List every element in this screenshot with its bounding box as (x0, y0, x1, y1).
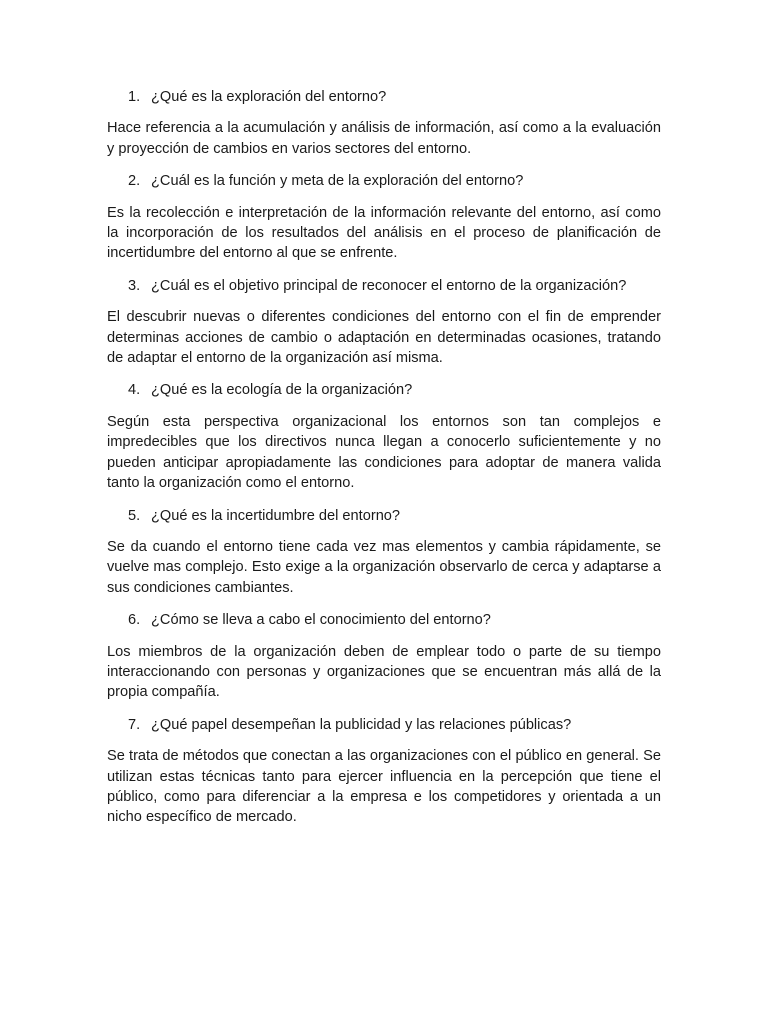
answer-3: El descubrir nuevas o diferentes condiciones del entorno con el fin de emprender determinas acciones de cambio o adaptación en determinadas ocasiones, tratando de adaptar el entorno de la organización así misma. (107, 309, 661, 367)
question-5 (107, 506, 661, 526)
question-4 (107, 380, 661, 400)
answer-2: Es la recolección e interpretación de la información relevante del entorno, así como la incorporación de los resultados del análisis en el proceso de planificación de incertidumbre del entorno al que se enfrente. (107, 204, 661, 262)
question-3 (107, 276, 661, 296)
answer-1: Hace referencia a la acumulación y análisis de información, así como a la evaluación y proyección de cambios en varios sectores del entorno. (107, 120, 661, 157)
question-text: ¿Qué es la incertidumbre del entorno? (151, 507, 401, 524)
question-text: ¿Qué papel desempeñan la publicidad y las relaciones públicas? (151, 716, 572, 733)
question-7 (107, 715, 661, 735)
answer-6: Los miembros de la organización deben de emplear todo o parte de su tiempo interaccionando con personas y organizaciones que se encuentran más allá de la propia compañía. (107, 643, 661, 701)
answer-5: Se da cuando el entorno tiene cada vez mas elementos y cambia rápidamente, se vuelve mas complejo. Esto exige a la organización observarlo de cerca y adaptarse a sus condiciones cambiantes. (107, 538, 661, 596)
question-text: ¿Cuál es la función y meta de la exploración del entorno? (151, 173, 524, 190)
question-text: ¿Cuál es el objetivo principal de reconocer el entorno de la organización? (151, 277, 627, 294)
question-number: 6. (128, 612, 141, 629)
question-number: 5. (128, 507, 141, 524)
answer-7: Se trata de métodos que conectan a las organizaciones con el público en general. Se utilizan estas técnicas tanto para ejercer influencia en la percepción que tiene el público, como para diferenciar a la empresa e los competidores y orientada a un nicho específico de mercado. (107, 748, 661, 826)
question-1 (107, 87, 661, 107)
question-number: 1. (128, 89, 141, 105)
question-number: 4. (128, 382, 141, 399)
answer-4: Según esta perspectiva organizacional los entornos son tan complejos e impredecibles que los directivos nunca llegan a conocerlo suficientemente y no pueden anticipar apropiadamente las condiciones para adoptar de manera valida tanto la organización como el entorno. (107, 413, 661, 492)
question-text: ¿Cómo se lleva a cabo el conocimiento del entorno? (151, 612, 491, 629)
question-number: 3. (128, 277, 141, 294)
question-text: ¿Qué es la exploración del entorno? (151, 89, 387, 105)
question-2 (107, 171, 661, 191)
question-text: ¿Qué es la ecología de la organización? (151, 382, 413, 399)
question-6 (107, 610, 661, 630)
qa-list (107, 87, 661, 840)
question-number: 7. (128, 716, 141, 733)
question-number: 2. (128, 173, 141, 190)
